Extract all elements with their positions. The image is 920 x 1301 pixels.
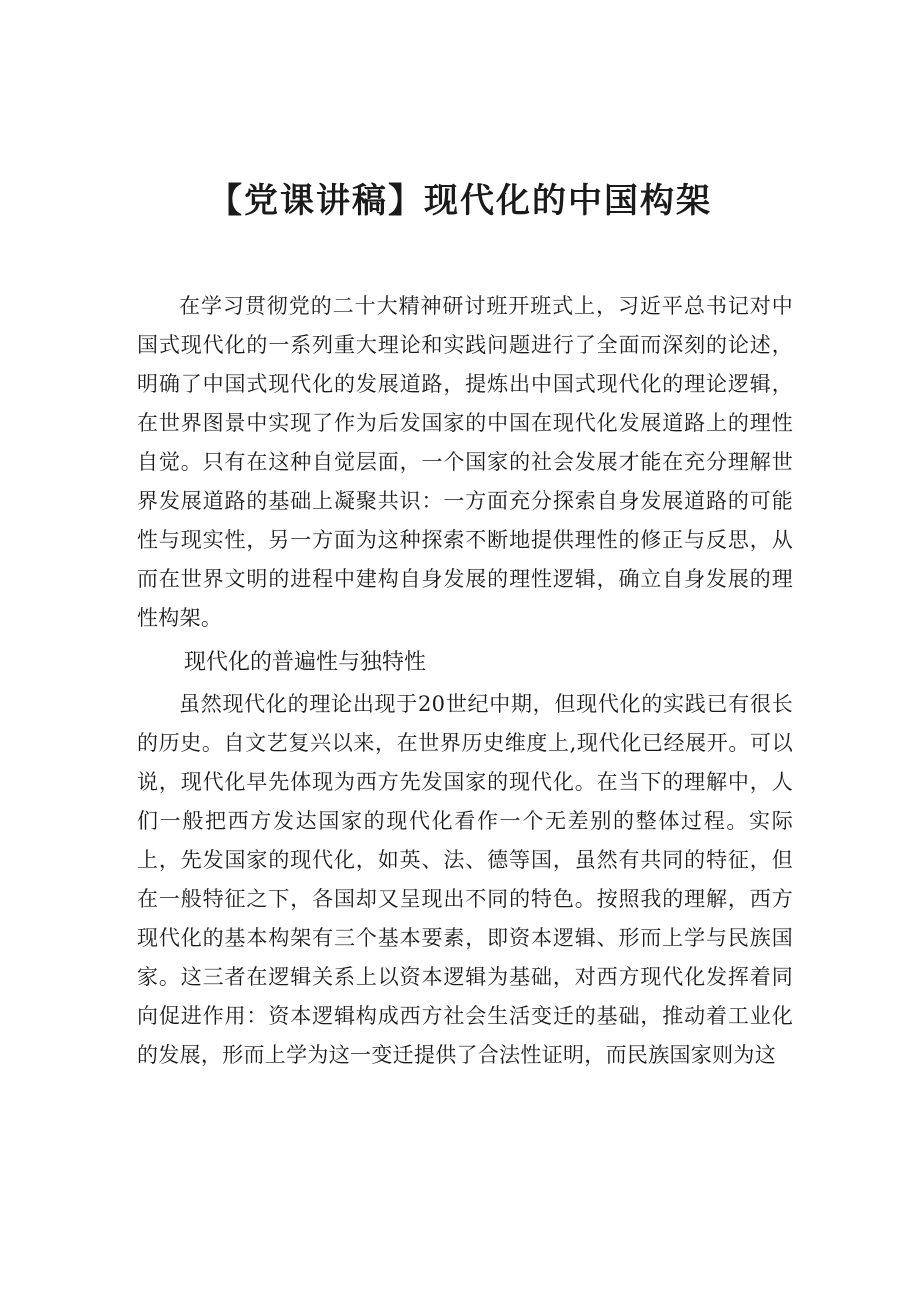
document-body [137,287,793,1075]
section-heading: 现代化的普遍性与独特性 [184,650,427,675]
body-paragraph: 虽然现代化的理论出现于20世纪中期，但现代化的实践已有很长的历史。自文艺复兴以来，在世界历史维度上,现代化已经展开。可以说，现代化早先体现为西方先发国家的现代化。在当下的理解中，人们一般把西方发达国家的现代化看作一个无差别的整体过程。实际上，先发国家的现代化，如英、法、德等国，虽然有共同的特征，但在一般特征之下，各国却又呈现出不同的特色。按照我的理解，西方现代化的基本构架有三个基本要素，即资本逻辑、形而上学与民族国家。这三者在逻辑关系上以资本逻辑为基础，对西方现代化发挥着同向促进作用：资本逻辑构成西方社会生活变迁的基础，推动着工业化的发展，形而上学为这一变迁提供了合法性证明，而民族国家则为这 [137,692,793,1067]
intro-paragraph: 在学习贯彻党的二十大精神研讨班开班式上，习近平总书记对中国式现代化的一系列重大理论和实践问题进行了全面而深刻的论述，明确了中国式现代化的发展道路，提炼出中国式现代化的理论逻辑，在世界图景中实现了作为后发国家的中国在现代化发展道路上的理性自觉。只有在这种自觉层面，一个国家的社会发展才能在充分理解世界发展道路的基础上凝聚共识：一方面充分探索自身发展道路的可能性与现实性，另一方面为这种探索不断地提供理性的修正与反思，从而在世界文明的进程中建构自身发展的理性逻辑，确立自身发展的理性构架。 [137,294,793,630]
document-title: 【党课讲稿】现代化的中国构架 [208,181,712,221]
